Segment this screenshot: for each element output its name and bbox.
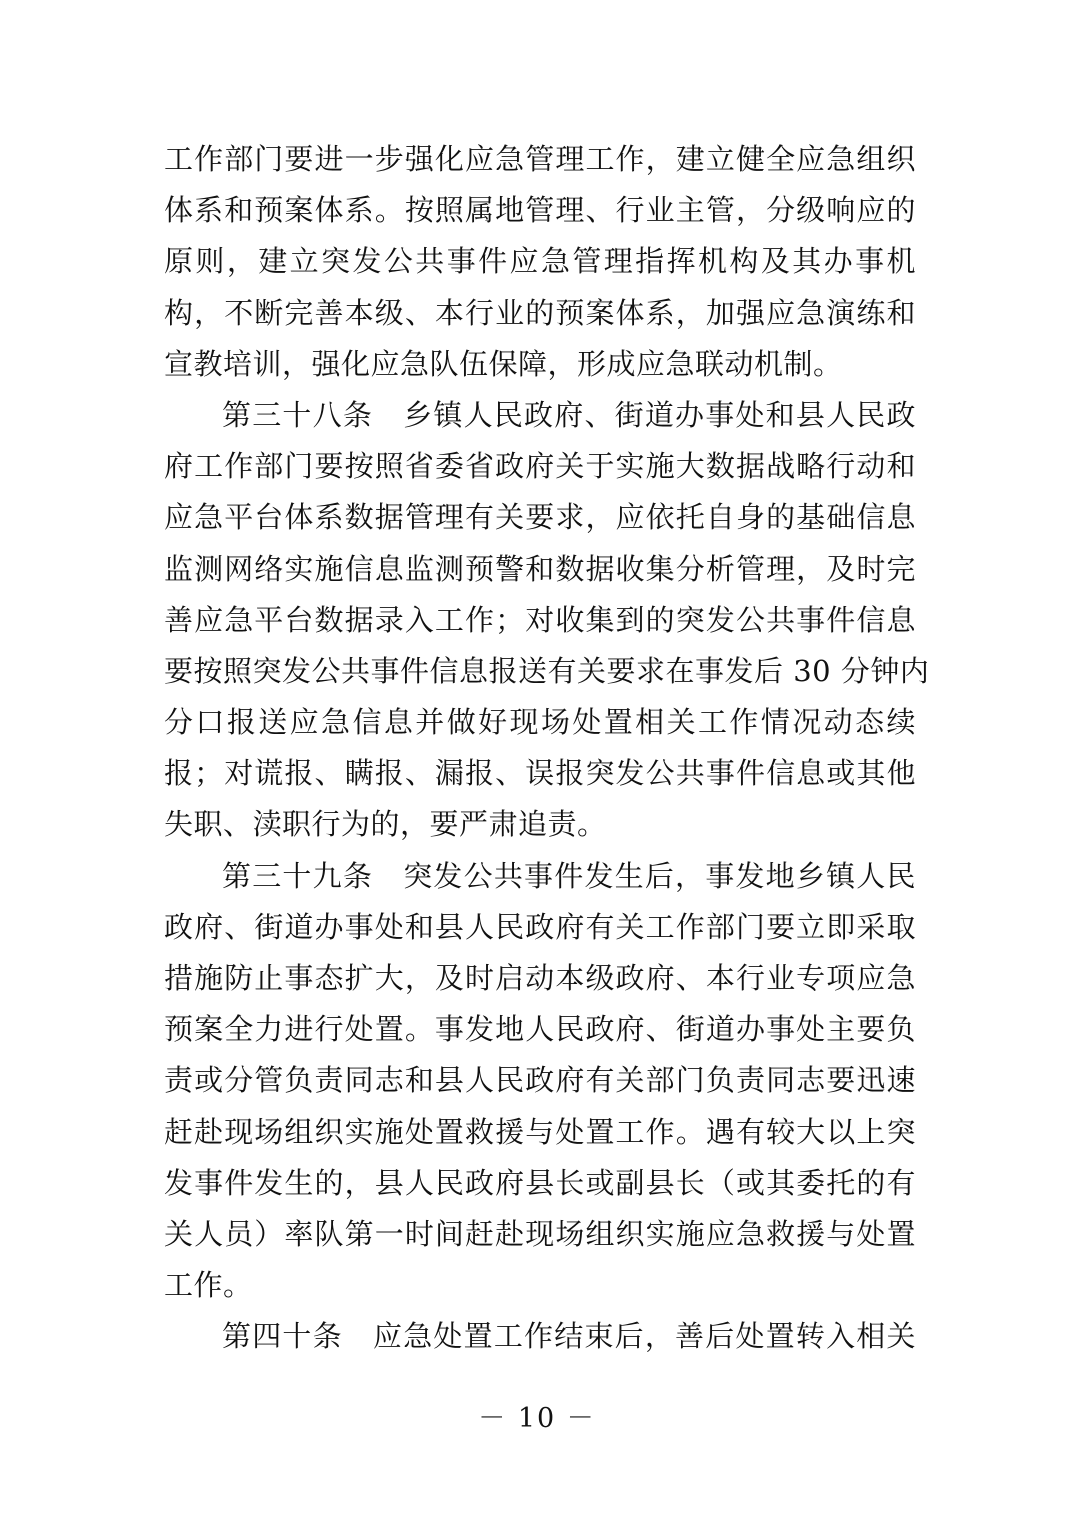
text-line: 措施防止事态扩大，及时启动本级政府、本行业专项应急 — [164, 961, 916, 995]
article-39-heading-line: 第三十九条 突发公共事件发生后，事发地乡镇人民 — [222, 858, 916, 893]
text-line: 要按照突发公共事件信息报送有关要求在事发后 30 分钟内 — [164, 653, 930, 688]
text-line: 分口报送应急信息并做好现场处置相关工作情况动态续 — [164, 705, 916, 740]
text-line: 发事件发生的，县人民政府县长或副县长（或其委托的有 — [164, 1165, 916, 1200]
text-line: 关人员）率队第一时间赶赴现场组织实施应急救援与处置 — [164, 1216, 916, 1251]
text-line: 工作。 — [164, 1268, 253, 1303]
body-text — [164, 134, 930, 1363]
text-line: 原则，建立突发公共事件应急管理指挥机构及其办事机 — [164, 244, 916, 279]
text-line: 监测网络实施信息监测预警和数据收集分析管理，及时完 — [164, 551, 916, 586]
text-line: 工作部门要进一步强化应急管理工作，建立健全应急组织 — [164, 142, 916, 176]
text-line: 府工作部门要按照省委省政府关于实施大数据战略行动和 — [164, 449, 916, 484]
text-line: 预案全力进行处置。事发地人民政府、街道办事处主要负 — [164, 1012, 916, 1047]
text-line: 责或分管负责同志和县人民政府有关部门负责同志要迅速 — [164, 1063, 916, 1098]
text-line: 失职、渎职行为的，要严肃追责。 — [164, 807, 607, 842]
text-line: 构，不断完善本级、本行业的预案体系，加强应急演练和 — [164, 295, 916, 330]
text-line: 应急平台体系数据管理有关要求，应依托自身的基础信息 — [164, 500, 916, 535]
article-40-heading-line: 第四十条 应急处置工作结束后，善后处置转入相关 — [222, 1319, 916, 1354]
text-line: 善应急平台数据录入工作；对收集到的突发公共事件信息 — [164, 602, 916, 637]
article-38-heading-line: 第三十八条 乡镇人民政府、街道办事处和县人民政 — [222, 397, 916, 432]
text-line: 政府、街道办事处和县人民政府有关工作部门要立即采取 — [164, 909, 916, 944]
text-line: 报；对谎报、瞒报、漏报、误报突发公共事件信息或其他 — [164, 756, 916, 791]
text-line: 赶赴现场组织实施处置救援与处置工作。遇有较大以上突 — [164, 1114, 916, 1149]
text-line: 宣教培训，强化应急队伍保障，形成应急联动机制。 — [164, 346, 843, 381]
text-line: 体系和预案体系。按照属地管理、行业主管，分级响应的 — [164, 193, 916, 228]
page-number: － 10 － — [478, 1403, 596, 1434]
